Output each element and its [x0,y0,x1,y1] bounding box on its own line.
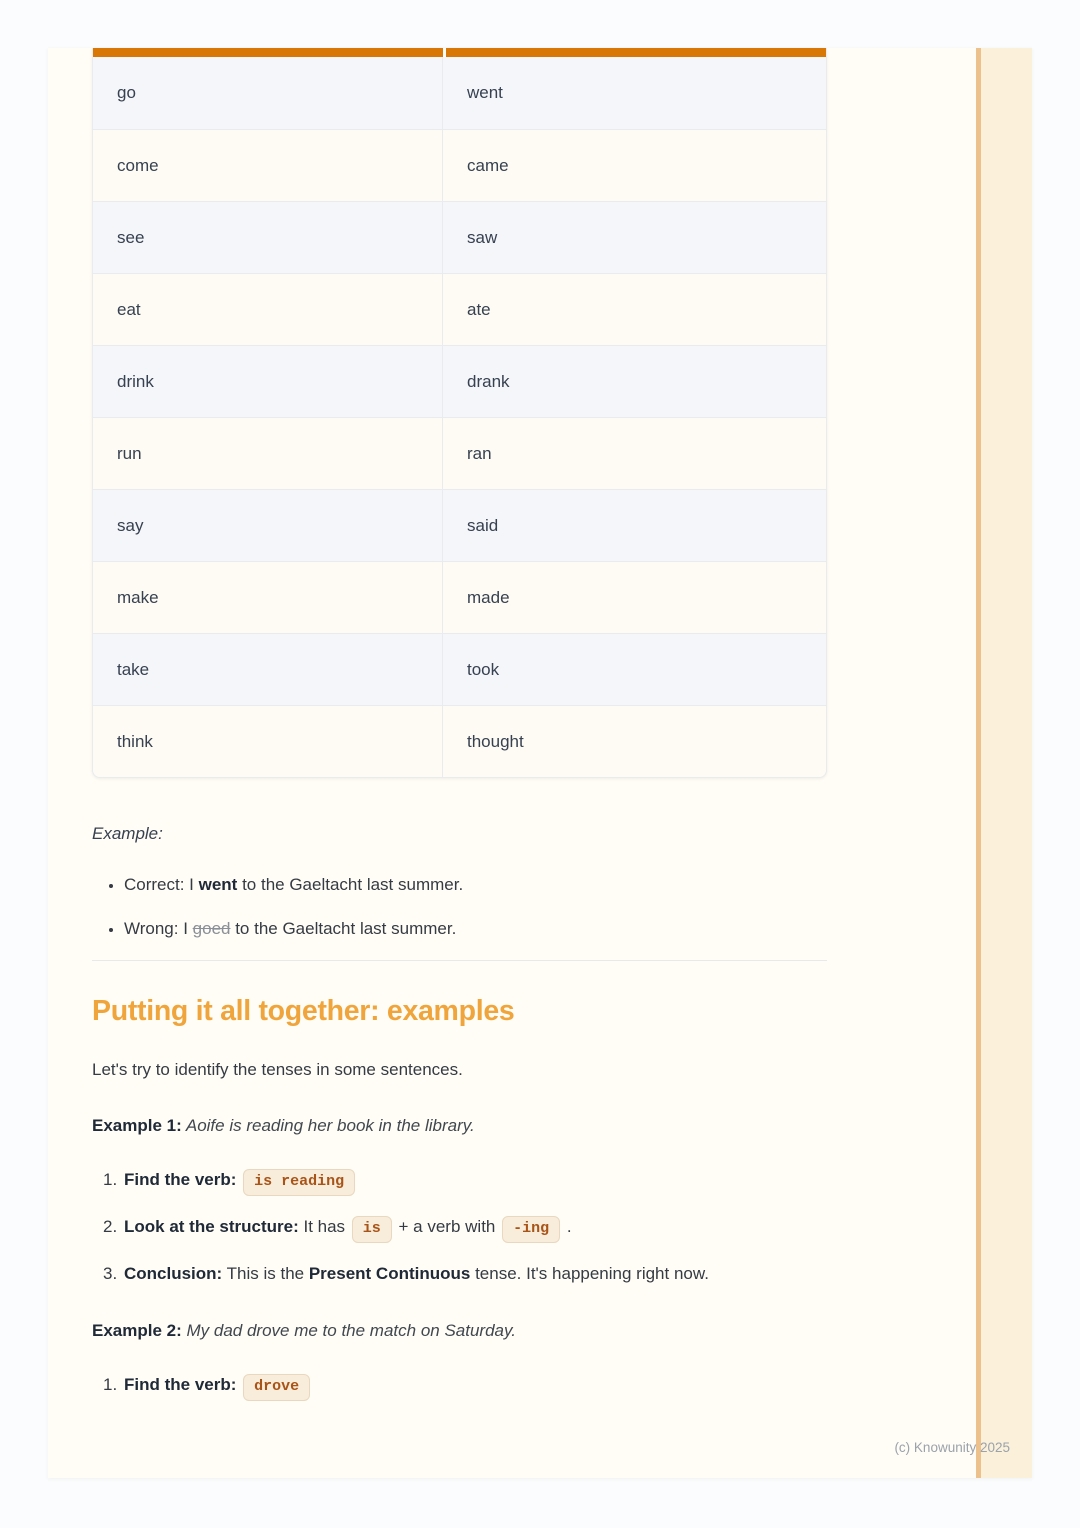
step-text: + a verb with [393,1217,501,1236]
cell-present: run [93,418,443,489]
example2-steps [92,1371,827,1401]
step-text: This is the [222,1264,309,1283]
bullet-correct [124,872,827,898]
cell-past: ate [467,299,491,319]
cell-past: saw [467,227,498,247]
step-bold-tense: Present Continuous [308,1264,471,1283]
section-heading: Putting it all together: examples [92,995,515,1027]
cell-present: see [93,202,443,273]
step-text: . [562,1217,572,1236]
code-chip: is reading [243,1169,355,1196]
step-bold: Look at the structure: [124,1217,299,1236]
step-text: tense. It's happening right now. [470,1264,709,1283]
cell-present: eat [93,274,443,345]
table-row [93,561,826,633]
table-row [93,345,826,417]
table-header-accent-bar [93,48,826,57]
example1-sentence: Aoife is reading her book in the library. [181,1116,475,1135]
bullet-correct-post: to the Gaeltacht last summer. [237,875,464,894]
cell-present: drink [93,346,443,417]
page-content [92,48,827,1418]
step-item [92,1371,827,1401]
example-bullet-list [92,872,827,942]
table-row [93,273,826,345]
example2-sentence: My dad drove me to the match on Saturday. [181,1321,516,1340]
example-label: Example: [92,824,163,843]
step-item [92,1213,827,1243]
bullet-wrong-struck: goed [192,919,231,938]
example1-label: Example 1: [92,1116,182,1135]
header-accent-left [93,48,443,57]
step-item [92,1260,827,1288]
code-chip: drove [243,1374,310,1401]
table-row [93,489,826,561]
cell-present: take [93,634,443,705]
step-bold: Conclusion: [124,1264,223,1283]
example2-label: Example 2: [92,1321,182,1340]
cell-present: go [93,57,443,129]
bullet-wrong-pre: Wrong: I [124,919,193,938]
cell-present: think [93,706,443,777]
cell-past: ran [467,443,492,463]
cell-past: came [467,155,509,175]
step-bold: Find the verb: [124,1375,237,1394]
bullet-wrong-post: to the Gaeltacht last summer. [230,919,457,938]
cell-past: went [467,83,503,102]
example1-steps [92,1166,827,1288]
cell-present: say [93,490,443,561]
step-item [92,1166,827,1196]
cell-past: drank [467,371,510,391]
step-number: 3. [103,1264,118,1283]
table-row [93,201,826,273]
table-row [93,705,826,777]
cell-past: thought [467,731,524,751]
step-number: 2. [103,1217,118,1236]
table-row [93,417,826,489]
cell-past: took [467,659,500,679]
step-number: 1. [103,1170,118,1189]
example1-line [92,1113,827,1139]
step-text: It has [298,1217,350,1236]
page-margin-band [981,48,1032,1478]
cell-past: said [467,515,499,535]
copyright-watermark: (c) Knowunity 2025 [894,1440,1010,1455]
cell-present: come [93,130,443,201]
header-accent-right [446,48,826,57]
table-row [93,129,826,201]
section-intro: Let's try to identify the tenses in some sentences. [92,1060,463,1079]
step-number: 1. [103,1375,118,1394]
code-chip: is [352,1216,392,1243]
section-divider [92,960,827,961]
cell-present: make [93,562,443,633]
bullet-wrong [124,916,827,942]
irregular-verbs-table [92,48,827,778]
code-chip: -ing [502,1216,560,1243]
bullet-correct-pre: Correct: I [124,875,199,894]
cell-past: made [467,587,510,607]
document-page [48,48,1032,1478]
table-row [93,57,826,129]
bullet-correct-bold: went [198,875,238,894]
step-bold: Find the verb: [124,1170,237,1189]
table-row [93,633,826,705]
example2-line [92,1318,827,1344]
